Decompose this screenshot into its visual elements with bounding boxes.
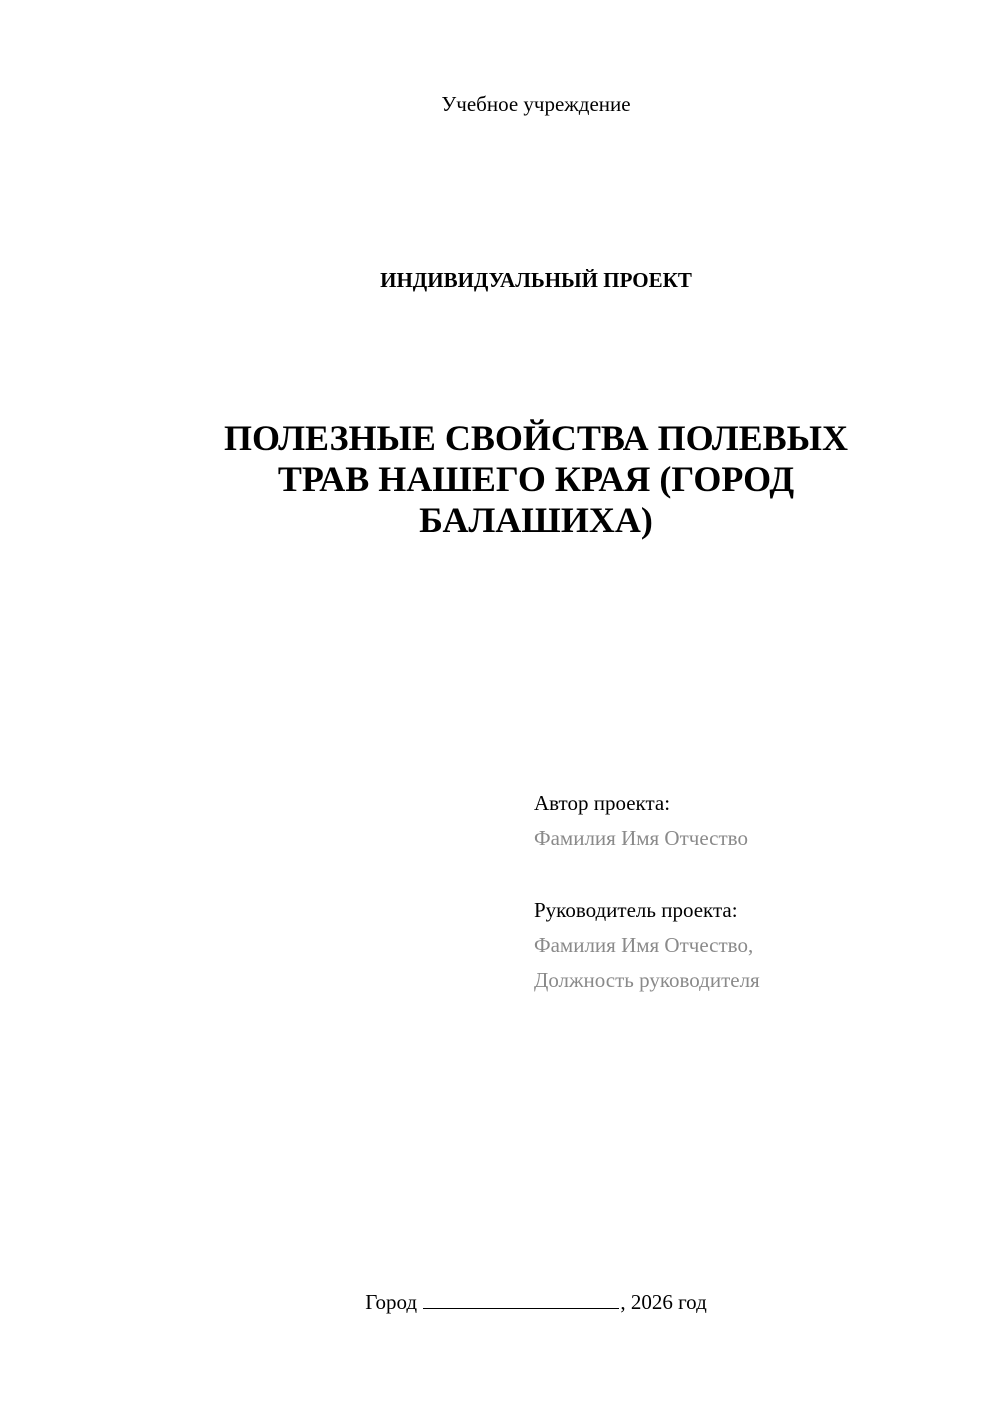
supervisor-position: Должность руководителя [534, 968, 760, 992]
title-line: ПОЛЕЗНЫЕ СВОЙСТВА ПОЛЕВЫХ [223, 418, 849, 458]
author-block [534, 786, 954, 856]
institution-name: Учебное учреждение [441, 92, 631, 116]
supervisor-name: Фамилия Имя Отчество, [534, 933, 754, 957]
title-line: БАЛАШИХА) [419, 500, 653, 540]
author-name: Фамилия Имя Отчество [534, 826, 748, 850]
title-line: ТРАВ НАШЕГО КРАЯ (ГОРОД [277, 459, 795, 499]
supervisor-label: Руководитель проекта: [534, 898, 738, 922]
city-label: Город [365, 1290, 418, 1314]
supervisor-block [534, 893, 954, 998]
city-blank-line [423, 1290, 619, 1309]
year-text: , 2026 год [620, 1290, 707, 1314]
city-year-line [0, 1290, 1000, 1315]
author-label: Автор проекта: [534, 791, 671, 815]
project-title [190, 418, 882, 541]
document-type: ИНДИВИДУАЛЬНЫЙ ПРОЕКТ [380, 268, 692, 292]
